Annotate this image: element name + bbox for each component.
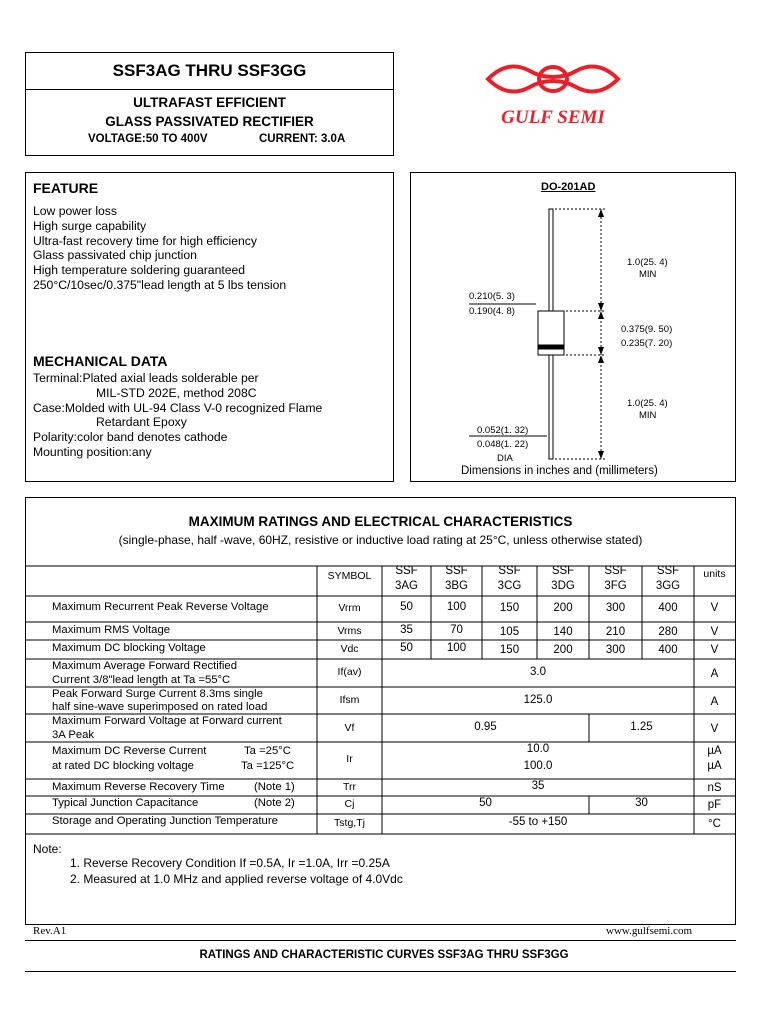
mechanical-line: Terminal:Plated axial leads solderable per xyxy=(33,371,259,385)
row-unit: A xyxy=(710,668,719,680)
current-spec: CURRENT: 3.0A xyxy=(259,133,346,145)
header-part-bottom: 3FG xyxy=(604,580,627,592)
row-value: 400 xyxy=(658,644,678,656)
row-unit: V xyxy=(710,626,719,638)
row-condition: Ta =25°C xyxy=(244,745,291,757)
header-part-top: SSF xyxy=(395,565,418,577)
row-param: Maximum Reverse Recovery Time xyxy=(52,781,225,793)
row-value: 200 xyxy=(553,602,573,614)
top-lead xyxy=(549,209,553,311)
row-symbol: Vf xyxy=(344,722,355,734)
row-value: 50 xyxy=(400,601,413,613)
mechanical-line: Mounting position:any xyxy=(33,445,152,459)
package-caption: Dimensions in inches and (millimeters) xyxy=(461,465,658,477)
row-note: (Note 1) xyxy=(254,781,295,793)
mechanical-title: MECHANICAL DATA xyxy=(33,353,168,369)
row-value: 100 xyxy=(446,601,467,613)
row-value: 0.95 xyxy=(474,721,497,733)
row-value: 3.0 xyxy=(530,666,546,678)
row-symbol: Vdc xyxy=(340,643,359,655)
curves-section-title: RATINGS AND CHARACTERISTIC CURVES SSF3AG THRU SSF3GG xyxy=(199,949,569,961)
row-note: (Note 2) xyxy=(254,797,295,809)
gulf-semi-logo xyxy=(478,53,628,133)
row-value: 300 xyxy=(605,644,626,656)
dim-lead-bottom: 1.0(25. 4) xyxy=(627,398,668,409)
row-value: 150 xyxy=(499,644,520,656)
dim-lead-bottom-min: MIN xyxy=(639,410,657,421)
package-name: DO-201AD xyxy=(541,181,596,193)
row-value: -55 to +150 xyxy=(508,816,568,828)
notes-title: Note: xyxy=(33,842,62,856)
website-url[interactable]: www.gulfsemi.com xyxy=(606,925,693,937)
header-part-top: SSF xyxy=(445,565,468,577)
row-value: 400 xyxy=(658,602,678,614)
dim-lead-dia-min: 0.048(1. 22) xyxy=(477,439,529,450)
header-symbol: SYMBOL xyxy=(327,570,372,582)
feature-title: FEATURE xyxy=(33,180,99,196)
row-value: 125.0 xyxy=(523,694,553,706)
row-value: 1.25 xyxy=(630,721,653,733)
voltage-spec: VOLTAGE:50 TO 400V xyxy=(88,133,208,145)
row-value: 30 xyxy=(635,797,648,809)
row-condition: Ta =125°C xyxy=(241,760,295,772)
row-param: Maximum Forward Voltage at Forward current xyxy=(52,715,282,727)
row-value: 140 xyxy=(553,626,573,638)
logo-text: GULF SEMI xyxy=(501,107,605,128)
row-value: 210 xyxy=(605,626,626,638)
row-value: 10.0 xyxy=(526,743,550,755)
row-param: Maximum Average Forward Rectified xyxy=(52,660,238,672)
row-param: Maximum DC blocking Voltage xyxy=(52,642,206,654)
row-value: 105 xyxy=(499,626,520,638)
row-symbol: Ifsm xyxy=(339,694,360,706)
row-value: 35 xyxy=(531,780,545,792)
row-param: Current 3/8"lead length at Ta =55°C xyxy=(52,674,231,686)
revision-label: Rev.A1 xyxy=(33,925,67,937)
row-symbol: If(av) xyxy=(337,666,362,678)
row-param: at rated DC blocking voltage xyxy=(52,760,194,772)
mechanical-line: Polarity:color band denotes cathode xyxy=(33,430,228,444)
dim-body-len-max: 0.375(9. 50) xyxy=(621,324,673,335)
footer-divider xyxy=(25,940,736,941)
row-param: Storage and Operating Junction Temperature xyxy=(52,815,278,827)
row-unit: °C xyxy=(708,818,721,830)
row-symbol: Vrrm xyxy=(338,602,361,614)
package-drawing-box xyxy=(410,172,736,482)
dim-lead-dia-label: DIA xyxy=(497,453,513,464)
header-part-bottom: 3GG xyxy=(655,580,681,592)
row-unit: V xyxy=(710,723,719,735)
row-symbol: Ir xyxy=(346,753,353,765)
row-value: 70 xyxy=(450,624,463,636)
note-2: 2. Measured at 1.0 MHz and applied reverse voltage of 4.0Vdc xyxy=(70,872,403,886)
header-part-top: SSF xyxy=(498,565,521,577)
row-unit: A xyxy=(710,696,719,708)
row-value: 35 xyxy=(400,624,413,636)
ratings-section xyxy=(25,497,736,925)
mechanical-line: MIL-STD 202E, method 208C xyxy=(96,386,257,400)
row-unit: V xyxy=(710,602,719,614)
cathode-band xyxy=(538,345,564,349)
row-param: Maximum RMS Voltage xyxy=(52,624,171,636)
row-value: 200 xyxy=(553,644,573,656)
page-title: SSF3AG THRU SSF3GG xyxy=(26,53,393,90)
row-value: 300 xyxy=(605,602,626,614)
header-part-bottom: 3BG xyxy=(444,580,468,592)
ratings-title: MAXIMUM RATINGS AND ELECTRICAL CHARACTERISTICS xyxy=(188,514,573,529)
dim-lead-top: 1.0(25. 4) xyxy=(627,257,668,268)
dim-body-len-min: 0.235(7. 20) xyxy=(621,338,673,349)
row-unit: pF xyxy=(707,799,722,811)
header-units: units xyxy=(703,568,726,580)
feature-item: 250°C/10sec/0.375"lead length at 5 lbs tension xyxy=(33,278,287,292)
row-value: 100 xyxy=(446,642,467,654)
row-param: half sine-wave superimposed on rated load xyxy=(52,701,268,713)
row-param: Peak Forward Surge Current 8.3ms single xyxy=(52,688,263,700)
mechanical-line: Case:Molded with UL-94 Class V-0 recognized Flame xyxy=(33,401,323,415)
diode-outline-drawing xyxy=(411,173,735,481)
row-value: 150 xyxy=(499,602,520,614)
row-param: Maximum DC Reverse Current xyxy=(52,745,207,757)
feature-box xyxy=(25,172,394,482)
row-value: 50 xyxy=(400,642,413,654)
row-symbol: Cj xyxy=(344,798,355,810)
feature-item: High surge capability xyxy=(33,219,147,233)
header-part-bottom: 3CG xyxy=(497,580,522,592)
row-param: 3A Peak xyxy=(52,729,95,741)
subtitle-line-1: ULTRAFAST EFFICIENT xyxy=(133,95,286,110)
row-symbol: Vrms xyxy=(337,625,362,637)
feature-item: Glass passivated chip junction xyxy=(33,248,197,262)
row-symbol: Tstg,Tj xyxy=(334,817,365,829)
subtitle-line-2: GLASS PASSIVATED RECTIFIER xyxy=(105,114,314,129)
mechanical-line: Retardant Epoxy xyxy=(96,415,187,429)
header-part-top: SSF xyxy=(656,565,680,577)
row-unit: µA xyxy=(707,760,722,772)
row-value: 100.0 xyxy=(523,760,553,772)
row-unit: V xyxy=(710,644,719,656)
row-value: 50 xyxy=(479,797,492,809)
bottom-divider xyxy=(25,971,736,972)
dim-body-dia-min: 0.190(4. 8) xyxy=(469,306,515,317)
row-unit: µA xyxy=(707,745,722,757)
note-1: 1. Reverse Recovery Condition If =0.5A, Ir =1.0A, Irr =0.25A xyxy=(70,856,390,870)
feature-item: Ultra-fast recovery time for high efficiency xyxy=(33,234,257,248)
row-param: Typical Junction Capacitance xyxy=(52,797,199,809)
row-value: 280 xyxy=(658,626,678,638)
dim-body-dia-max: 0.210(5. 3) xyxy=(469,291,515,302)
dim-lead-dia-max: 0.052(1. 32) xyxy=(477,425,529,436)
dim-lead-top-min: MIN xyxy=(639,269,657,280)
header-part-top: SSF xyxy=(551,565,575,577)
ratings-subtitle: (single-phase, half -wave, 60HZ, resistive or inductive load rating at 25°C, unless otherwise stated) xyxy=(118,533,643,547)
row-symbol: Trr xyxy=(342,781,357,793)
header-part-bottom: 3DG xyxy=(551,580,575,592)
feature-item: High temperature soldering guaranteed xyxy=(33,263,246,277)
header-part-bottom: 3AG xyxy=(394,580,418,592)
feature-item: Low power loss xyxy=(33,204,117,218)
header-part-top: SSF xyxy=(604,565,627,577)
row-unit: nS xyxy=(707,782,722,794)
title-box xyxy=(25,52,394,156)
bottom-lead xyxy=(549,355,553,459)
logo-emblem-icon xyxy=(478,53,628,133)
row-param: Maximum Recurrent Peak Reverse Voltage xyxy=(52,601,269,613)
